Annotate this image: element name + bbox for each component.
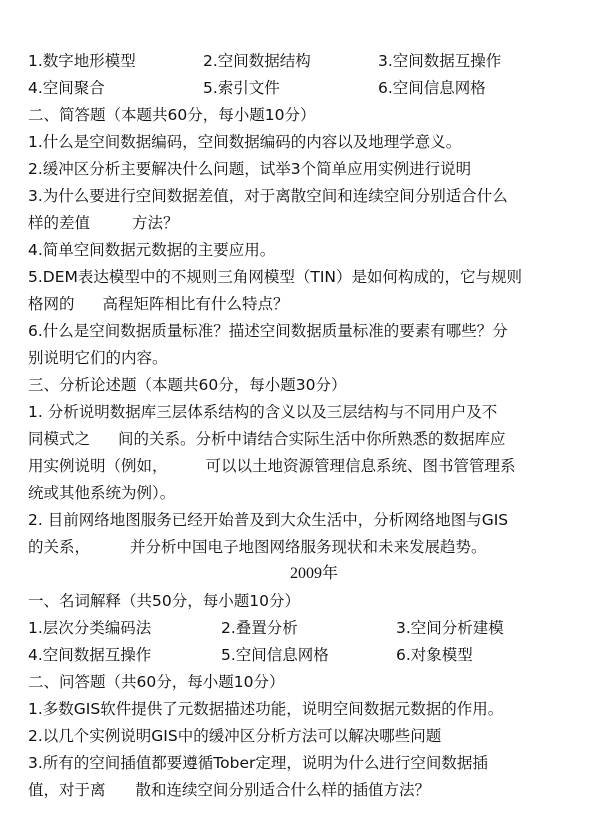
text-fragment: 并分析中国电子地图网络服务现状和未来发展趋势。 (130, 538, 487, 556)
term-item: 6.空间信息网格 (378, 79, 486, 97)
term-item: 3.空间分析建模 (396, 619, 504, 637)
term-item: 3.空间数据互操作 (378, 52, 502, 70)
question-text-cont (28, 291, 600, 317)
term-row-1 (28, 48, 600, 74)
question-text-cont (28, 453, 600, 479)
term-item: 2.叠置分析 (221, 619, 298, 637)
term-item: 5.索引文件 (203, 79, 280, 97)
question-text-cont (28, 426, 600, 452)
question-text: 2. 目前网络地图服务已经开始普及到大众生活中，分析网络地图与GIS (28, 511, 509, 529)
question-text: 1. 分析说明数据库三层体系结构的含义以及三层结构与不同用户及不 (28, 403, 498, 421)
text-fragment: 方法？ (132, 214, 179, 232)
question-text: 3.为什么要进行空间数据差值，对于离散空间和连续空间分别适合什么 (28, 187, 508, 205)
term-item: 1.层次分类编码法 (28, 619, 152, 637)
question-text: 3.所有的空间插值都要遵循Tober定理，说明为什么进行空间数据插 (28, 754, 488, 772)
text-fragment: 的关系， (28, 538, 91, 556)
section-heading: 二、问答题（共60分，每小题10分） (28, 673, 285, 691)
question-text: 2.缓冲区分析主要解决什么问题，试举3个简单应用实例进行说明 (28, 160, 472, 178)
section-heading: 三、分析论述题（本题共60分，每小题30分） (28, 376, 347, 394)
text-fragment: 可以以土地资源管理信息系统、图书管管理系 (205, 457, 516, 475)
year-heading: 2009年 (289, 565, 338, 582)
text-fragment: 间的关系。分析中请结合实际生活中你所熟悉的数据库应 (118, 430, 506, 448)
term-item: 5.空间信息网格 (221, 646, 329, 664)
section-heading: 一、名词解释（共50分，每小题10分） (28, 592, 300, 610)
term-item: 4.空间聚合 (28, 79, 105, 97)
question-text-cont (28, 777, 600, 803)
text-fragment: 格网的 (28, 295, 75, 313)
term-item: 4.空间数据互操作 (28, 646, 152, 664)
question-text-cont (28, 210, 600, 236)
text-fragment: 样的差值 (28, 214, 91, 232)
term-row-2 (28, 75, 600, 101)
question-text: 1.什么是空间数据编码，空间数据编码的内容以及地理学意义。 (28, 133, 462, 151)
question-text: 1.多数GIS软件提供了元数据描述功能，说明空间数据元数据的作用。 (28, 700, 504, 718)
question-text: 2.以几个实例说明GIS中的缓冲区分析方法可以解决哪些问题 (28, 727, 442, 745)
question-text: 6.什么是空间数据质量标准？描述空间数据质量标准的要素有哪些？分 (28, 322, 508, 340)
text-fragment: 同模式之 (28, 430, 91, 448)
section-heading: 二、简答题（本题共60分，每小题10分） (28, 106, 316, 124)
term-row-3 (28, 615, 600, 641)
text-fragment: 值，对于离 (28, 781, 106, 799)
question-text: 4.简单空间数据元数据的主要应用。 (28, 241, 276, 259)
text-fragment: 用实例说明（例如， (28, 457, 168, 475)
text-fragment: 散和连续空间分别适合什么样的插值方法？ (135, 781, 431, 799)
term-row-4 (28, 642, 600, 668)
question-text-cont: 统或其他系统为例）。 (28, 484, 176, 502)
text-fragment: 高程矩阵相比有什么特点？ (102, 295, 289, 313)
term-item: 2.空间数据结构 (203, 52, 311, 70)
question-text-cont: 别说明它们的内容。 (28, 349, 168, 367)
term-item: 6.对象模型 (396, 646, 473, 664)
question-text: 5.DEM表达模型中的不规则三角网模型（TIN）是如何构成的，它与规则 (28, 268, 523, 286)
term-item: 1.数字地形模型 (28, 52, 136, 70)
question-text-cont (28, 534, 600, 560)
